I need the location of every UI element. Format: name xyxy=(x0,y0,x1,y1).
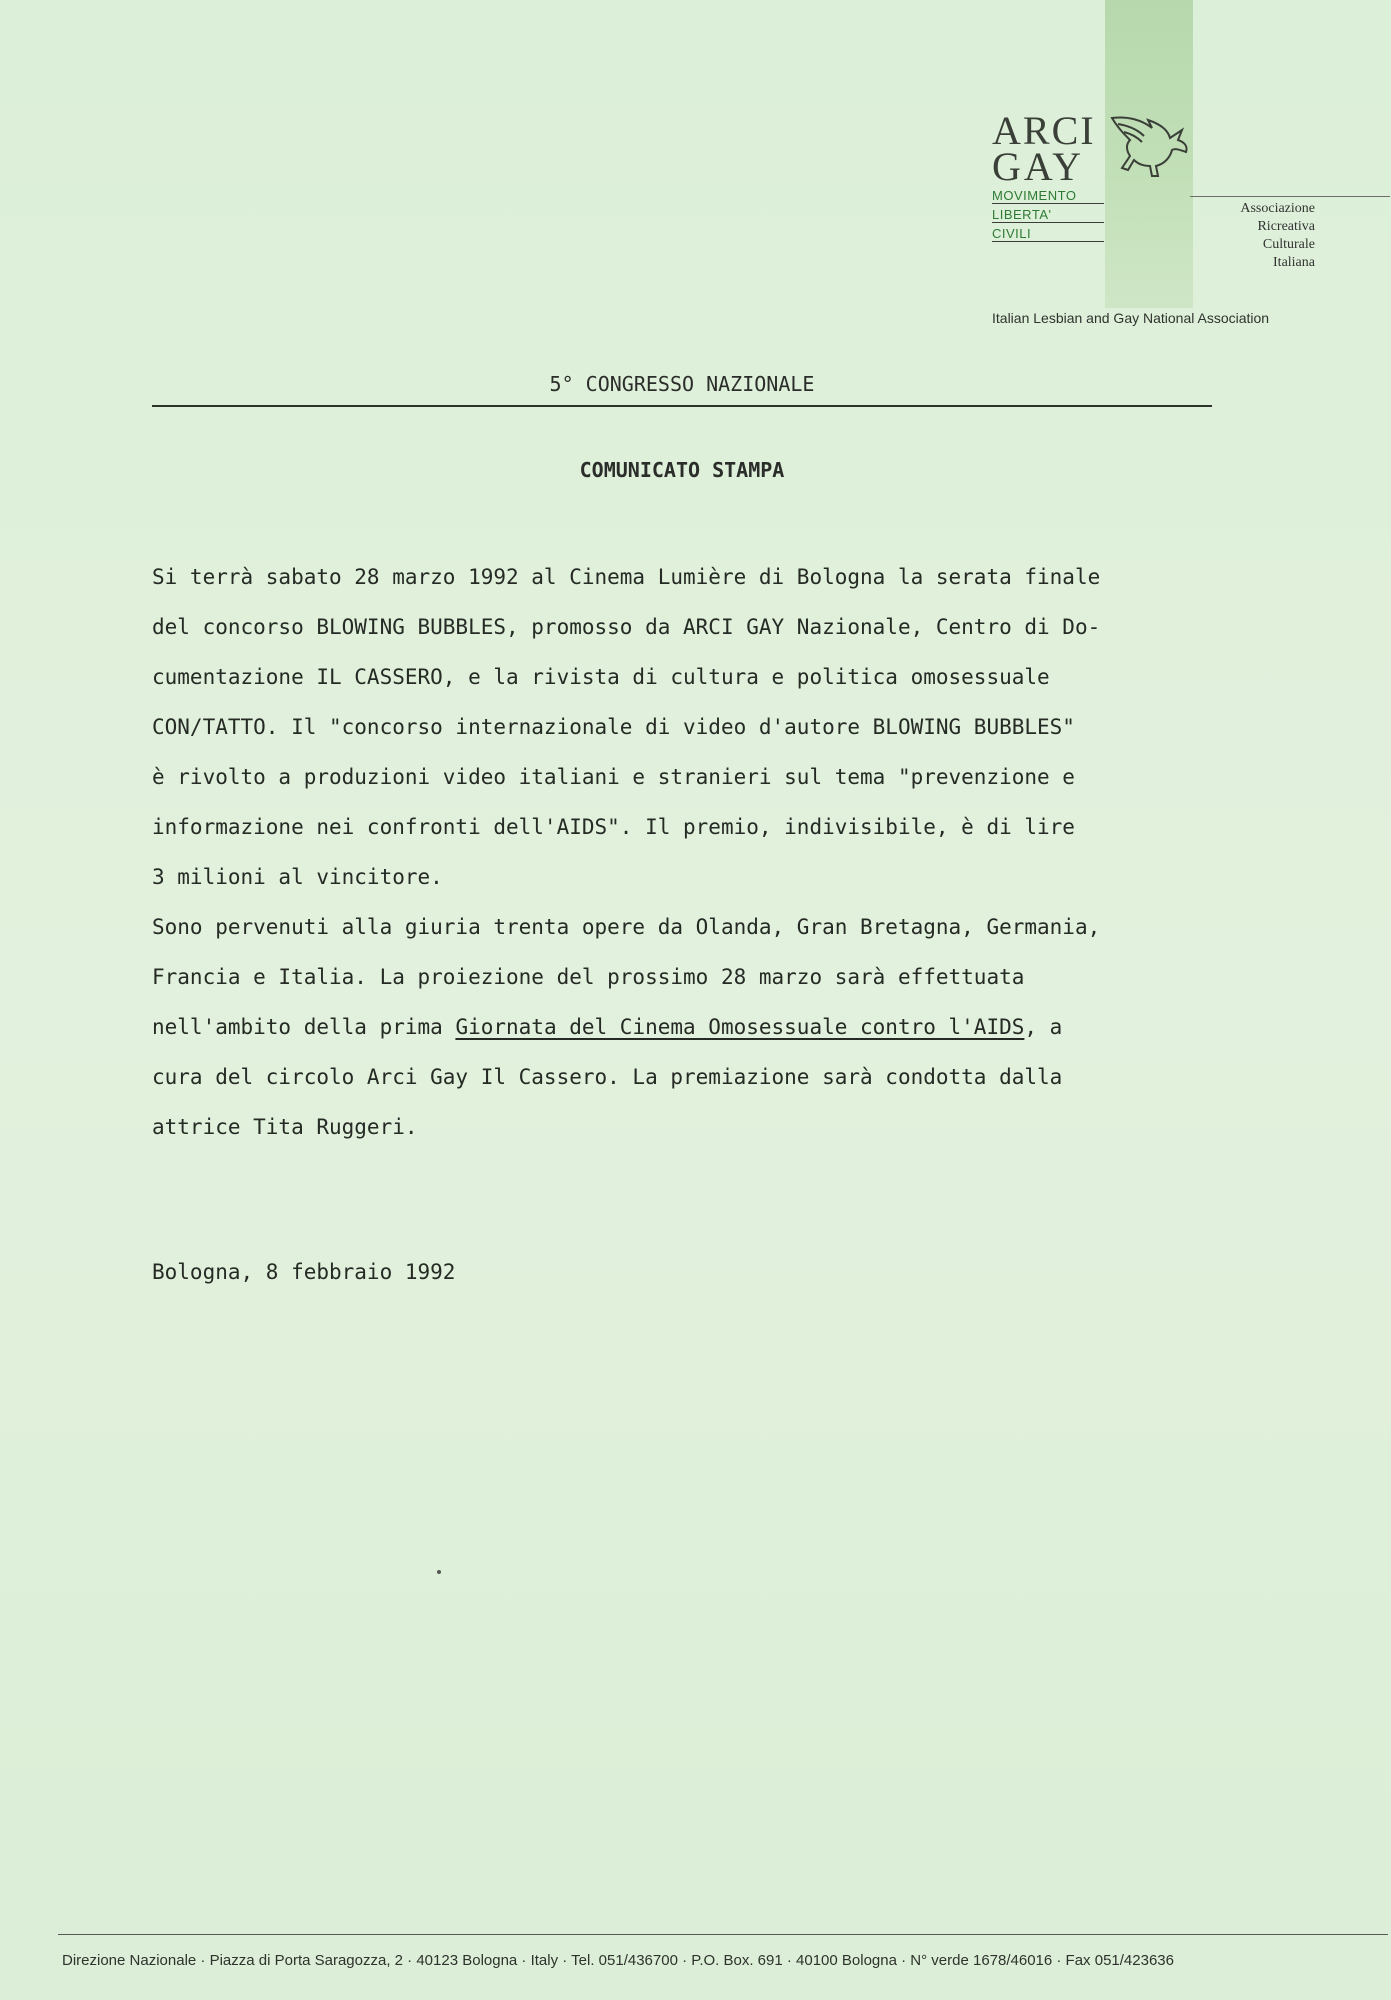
press-release-body xyxy=(152,552,1232,1152)
body-line: Francia e Italia. La proiezione del prossimo 28 marzo sarà effettuata xyxy=(152,965,1025,989)
body-line-with-underline xyxy=(152,1002,1232,1052)
body-line: cura del circolo Arci Gay Il Cassero. La premiazione sarà condotta dalla xyxy=(152,1065,1063,1089)
body-line: 3 milioni al vincitore. xyxy=(152,865,443,889)
movimento-line-2: LIBERTA' xyxy=(992,207,1104,223)
movimento-line-3: CIVILI xyxy=(992,226,1104,242)
association-line-2: Ricreativa xyxy=(1257,219,1315,234)
association-divider xyxy=(1190,196,1390,197)
movimento-line-1: MOVIMENTO xyxy=(992,188,1104,204)
footer-address: Direzione Nazionale · Piazza di Porta Saragozza, 2 · 40123 Bologna · Italy · Tel. 051/436700 · P.O. Box. 691 · 40100 Bologna · N° verde 1678/46016 · Fax 051/423636 xyxy=(62,1952,1174,1969)
tagline: Italian Lesbian and Gay National Association xyxy=(992,310,1270,326)
association-line-4: Italiana xyxy=(1273,255,1315,270)
underlined-event-name: Giornata del Cinema Omosessuale contro l'AIDS xyxy=(455,1015,1025,1039)
document-title: COMUNICATO STAMPA xyxy=(579,458,785,482)
body-line: informazione nei confronti dell'AIDS". Il premio, indivisibile, è di lire xyxy=(152,815,1075,839)
body-line: CON/TATTO. Il "concorso internazionale di video d'autore BLOWING BUBBLES" xyxy=(152,715,1075,739)
body-line: cumentazione IL CASSERO, e la rivista di cultura e politica omosessuale xyxy=(152,665,1050,689)
body-line: attrice Tita Ruggeri. xyxy=(152,1115,418,1139)
body-line: è rivolto a produzioni video italiani e stranieri sul tema "prevenzione e xyxy=(152,765,1075,789)
body-text-segment: nell'ambito della prima xyxy=(152,1015,456,1039)
logo-text-arci: ARCI xyxy=(992,108,1096,153)
body-line: Sono pervenuti alla giuria trenta opere da Olanda, Gran Bretagna, Germania, xyxy=(152,915,1101,939)
heading-rule xyxy=(152,405,1212,407)
association-block xyxy=(1195,200,1315,272)
body-line: Si terrà sabato 28 marzo 1992 al Cinema Lumière di Bologna la serata finale xyxy=(152,565,1101,589)
congress-heading: 5° CONGRESSO NAZIONALE xyxy=(549,372,815,396)
association-line-3: Culturale xyxy=(1262,237,1315,252)
logo-text-gay: GAY xyxy=(992,144,1084,189)
paper-speck xyxy=(437,1570,441,1574)
pegasus-logo-icon xyxy=(1108,110,1190,180)
place-and-date: Bologna, 8 febbraio 1992 xyxy=(152,1260,456,1284)
body-text-segment: , a xyxy=(1024,1015,1063,1039)
association-line-1: Associazione xyxy=(1240,201,1315,216)
body-line: del concorso BLOWING BUBBLES, promosso da ARCI GAY Nazionale, Centro di Do- xyxy=(152,615,1101,639)
footer-rule xyxy=(58,1934,1388,1935)
